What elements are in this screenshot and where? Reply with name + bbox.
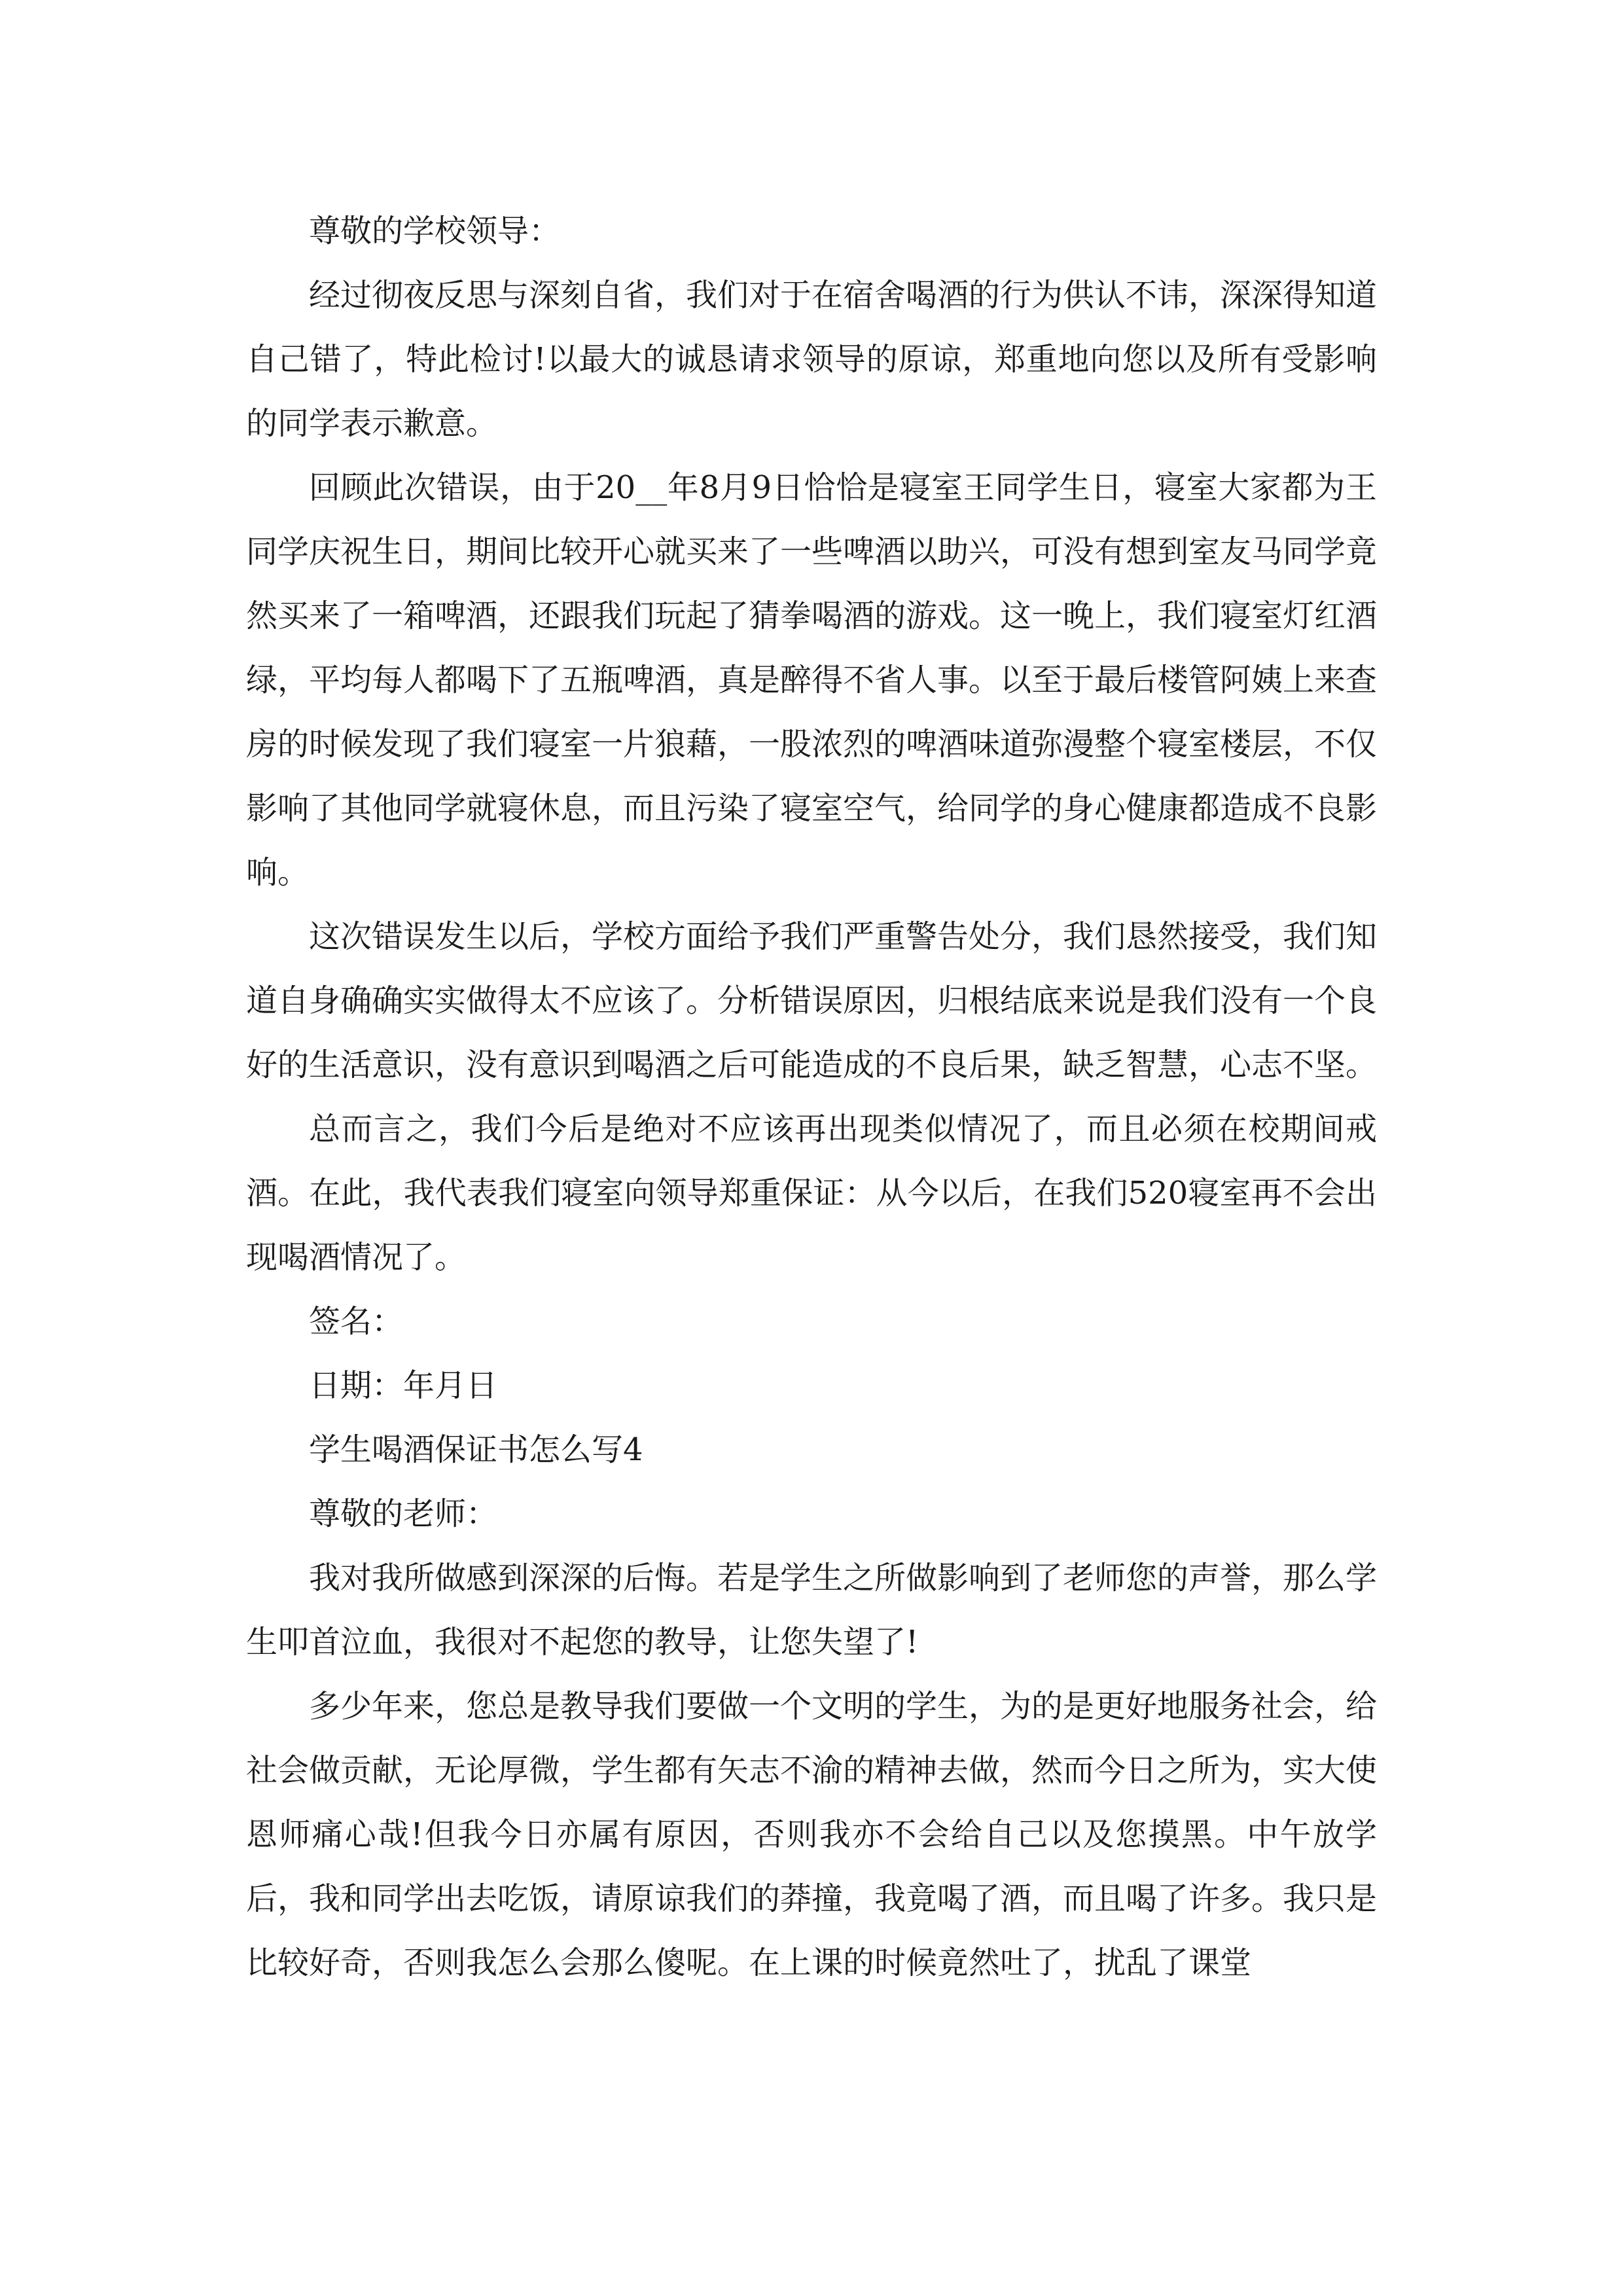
paragraph-incident: 回顾此次错误，由于20__年8月9日恰恰是寝室王同学生日，寝室大家都为王同学庆祝生日，期间比较开心就买来了一些啤酒以助兴，可没有想到室友马同学竟然买来了一箱啤酒，还跟我们玩起了猜拳喝酒的游戏。这一晚上，我们寝室灯红酒绿，平均每人都喝下了五瓶啤酒，真是醉得不省人事。以至于最后楼管阿姨上来查房的时候发现了我们寝室一片狼藉，一股浓烈的啤酒味道弥漫整个寝室楼层，不仅影响了其他同学就寝休息，而且污染了寝室空气，给同学的身心健康都造成不良影响。 [246, 469, 1378, 891]
paragraph-reflection: 经过彻夜反思与深刻自省，我们对于在宿舍喝酒的行为供认不讳，深深得知道自己错了，特此检讨!以最大的诚恳请求领导的原谅，郑重地向您以及所有受影响的同学表示歉意。 [246, 277, 1378, 442]
paragraph-pledge: 总而言之，我们今后是绝对不应该再出现类似情况了，而且必须在校期间戒酒。在此，我代表我们寝室向领导郑重保证：从今以后，在我们520寝室再不会出现喝酒情况了。 [246, 1111, 1377, 1276]
document-body [246, 199, 1377, 1995]
salutation-teacher: 尊敬的老师： [309, 1496, 498, 1532]
signature-line: 签名： [309, 1303, 404, 1340]
paragraph-explanation: 多少年来，您总是教导我们要做一个文明的学生，为的是更好地服务社会，给社会做贡献，无论厚微，学生都有矢志不渝的精神去做，然而今日之所为，实大使恩师痛心哉!但我今日亦属有原因，否则我亦不会给自己以及您摸黑。中午放学后，我和同学出去吃饭，请原谅我们的莽撞，我竟喝了酒，而且喝了许多。我只是比较好奇，否则我怎么会那么傻呢。在上课的时候竟然吐了，扰乱了课堂 [246, 1688, 1378, 1981]
paragraph-regret: 我对我所做感到深深的后悔。若是学生之所做影响到了老师您的声誉，那么学生叩首泣血，我很对不起您的教导，让您失望了! [246, 1560, 1378, 1660]
section-title: 学生喝酒保证书怎么写4 [309, 1431, 643, 1468]
date-line: 日期：年月日 [309, 1367, 498, 1404]
paragraph-analysis: 这次错误发生以后，学校方面给予我们严重警告处分，我们恳然接受，我们知道自身确确实实做得太不应该了。分析错误原因，归根结底来说是我们没有一个良好的生活意识，没有意识到喝酒之后可能造成的不良后果，缺乏智慧，心志不坚。 [246, 918, 1378, 1083]
salutation-leaders: 尊敬的学校领导： [309, 213, 561, 249]
